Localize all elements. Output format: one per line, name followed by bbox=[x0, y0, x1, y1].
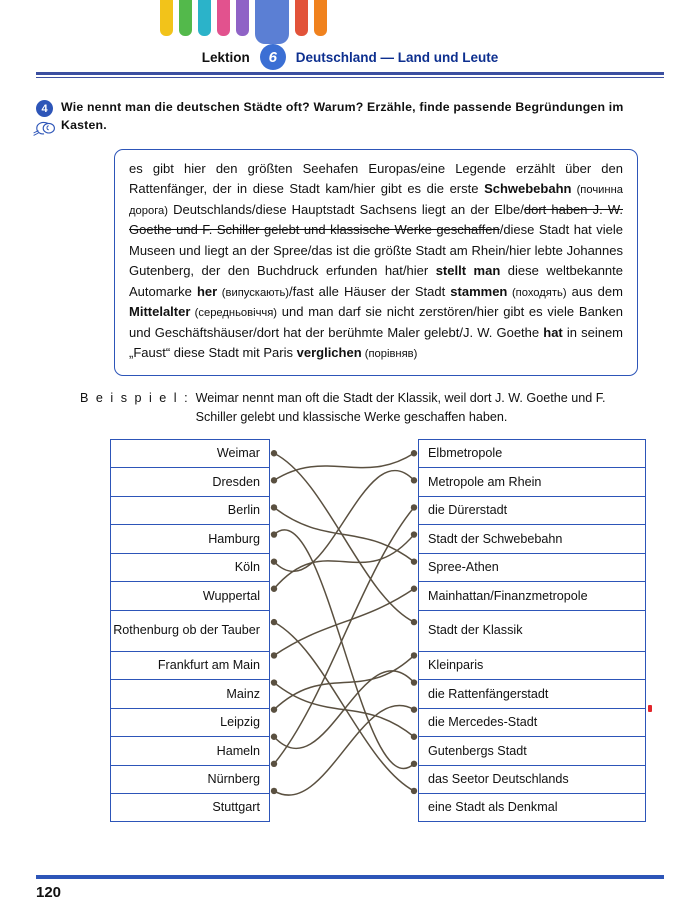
connector-dot bbox=[411, 760, 417, 766]
nickname-cell[interactable] bbox=[418, 651, 646, 680]
header-rule-thick bbox=[36, 72, 664, 75]
match-line[interactable] bbox=[274, 529, 414, 768]
clue-segment: her bbox=[196, 283, 218, 299]
tab-yellow[interactable] bbox=[160, 0, 173, 36]
nickname-label: Stadt der Klassik bbox=[428, 622, 523, 637]
task-number-badge: 4 bbox=[36, 100, 53, 117]
task-instruction: Wie nennt man die deutschen Städte oft? Warum? Erzähle, finde passende Begründungen im Kasten. bbox=[61, 100, 624, 133]
connector-dot bbox=[271, 618, 277, 624]
city-cell[interactable] bbox=[110, 708, 270, 737]
city-cell[interactable] bbox=[110, 524, 270, 553]
clue-segment: stellt man bbox=[435, 263, 501, 279]
match-line[interactable] bbox=[274, 507, 414, 763]
match-line[interactable] bbox=[274, 670, 414, 748]
clue-segment: (починна дорога) bbox=[129, 184, 623, 217]
nickname-cell[interactable] bbox=[418, 708, 646, 737]
nickname-cell[interactable] bbox=[418, 679, 646, 708]
connector-dot bbox=[271, 504, 277, 510]
footer-rule bbox=[36, 875, 664, 879]
red-mark bbox=[648, 705, 652, 712]
clue-segment: /diese Stadt hat viele Museen und liegt an der Spree/das ist die größte Stadt am Rhein/hier lebte Johannes Gutenberg, der den Buchdruck erfunden hat/hier bbox=[129, 222, 623, 279]
nickname-cell[interactable] bbox=[418, 610, 646, 651]
connector-dot bbox=[411, 585, 417, 591]
connector-dot bbox=[271, 706, 277, 712]
city-label: Mainz bbox=[226, 686, 260, 701]
city-label: Nürnberg bbox=[207, 772, 260, 787]
connector-dot bbox=[271, 477, 277, 483]
tab-green[interactable] bbox=[179, 0, 192, 36]
nickname-label: eine Stadt als Denkmal bbox=[428, 800, 558, 815]
city-label: Leipzig bbox=[220, 715, 260, 730]
clue-segment: (порівняв) bbox=[361, 348, 418, 361]
nickname-column bbox=[418, 439, 646, 822]
example-text: Weimar nennt man oft die Stadt der Klassik, weil dort J. W. Goethe und F. Schiller gelebt und klassische Werke geschaffen haben. bbox=[195, 390, 606, 424]
nickname-label: Elbmetropole bbox=[428, 446, 503, 461]
connector-dot bbox=[411, 450, 417, 456]
city-cell[interactable] bbox=[110, 651, 270, 680]
ear-listen-icon bbox=[32, 120, 56, 138]
connector-dot bbox=[411, 787, 417, 793]
nickname-cell[interactable] bbox=[418, 467, 646, 496]
match-line[interactable] bbox=[274, 534, 414, 588]
task-block bbox=[36, 98, 664, 135]
matching-exercise bbox=[110, 439, 644, 824]
connector-dot bbox=[271, 585, 277, 591]
nickname-cell[interactable] bbox=[418, 524, 646, 553]
nickname-cell[interactable] bbox=[418, 765, 646, 794]
tab-violet[interactable] bbox=[236, 0, 249, 36]
clue-segment: verglichen bbox=[296, 345, 362, 361]
city-label: Berlin bbox=[227, 503, 260, 518]
city-cell[interactable] bbox=[110, 736, 270, 765]
city-cell[interactable] bbox=[110, 553, 270, 582]
city-label: Hameln bbox=[216, 743, 260, 758]
nickname-cell[interactable] bbox=[418, 496, 646, 525]
nickname-label: die Mercedes-Stadt bbox=[428, 715, 538, 730]
nickname-cell[interactable] bbox=[418, 553, 646, 582]
connector-dot bbox=[411, 558, 417, 564]
clues-text bbox=[129, 161, 623, 360]
page-title: Deutschland — Land und Leute bbox=[295, 49, 499, 65]
nickname-label: Kleinparis bbox=[428, 658, 484, 673]
city-cell[interactable] bbox=[110, 467, 270, 496]
nickname-label: Mainhattan/Finanzmetropole bbox=[428, 588, 588, 603]
clue-segment: diese weltbekannte Automarke bbox=[129, 263, 624, 299]
connector-dot bbox=[411, 679, 417, 685]
match-line[interactable] bbox=[274, 622, 414, 791]
page-footer bbox=[36, 875, 664, 901]
header-row bbox=[0, 44, 700, 70]
connector-dot bbox=[271, 558, 277, 564]
city-cell[interactable] bbox=[110, 581, 270, 610]
clue-segment: stammen bbox=[450, 283, 508, 299]
city-label: Wuppertal bbox=[202, 588, 260, 603]
clue-segment: /fast alle Häuser der Stadt bbox=[289, 283, 451, 299]
city-cell[interactable] bbox=[110, 439, 270, 468]
connector-dot bbox=[411, 618, 417, 624]
match-line[interactable] bbox=[274, 453, 414, 480]
clue-segment: hat bbox=[543, 324, 563, 340]
header-rule-thin bbox=[36, 77, 664, 78]
match-line[interactable] bbox=[274, 655, 414, 709]
connector-dot bbox=[271, 733, 277, 739]
nickname-label: Gutenbergs Stadt bbox=[428, 743, 527, 758]
nickname-label: die Dürerstadt bbox=[428, 503, 508, 518]
connector-dot bbox=[271, 760, 277, 766]
city-cell[interactable] bbox=[110, 496, 270, 525]
clue-segment: Mittelalter bbox=[129, 304, 191, 320]
nickname-cell[interactable] bbox=[418, 439, 646, 468]
nickname-label: Stadt der Schwebebahn bbox=[428, 531, 563, 546]
connector-dot bbox=[271, 450, 277, 456]
match-line[interactable] bbox=[274, 682, 414, 736]
city-label: Weimar bbox=[216, 446, 260, 461]
clue-segment: (походять) bbox=[507, 286, 567, 299]
nickname-cell[interactable] bbox=[418, 581, 646, 610]
connector-dot bbox=[411, 652, 417, 658]
connector-dot bbox=[411, 531, 417, 537]
connector-dot bbox=[271, 531, 277, 537]
clue-segment: (випускають) bbox=[217, 286, 289, 299]
nickname-label: das Seetor Deutschlands bbox=[428, 772, 569, 787]
page-header bbox=[0, 0, 700, 80]
tab-red[interactable] bbox=[295, 0, 308, 36]
connector-dot bbox=[411, 477, 417, 483]
connector-dot bbox=[271, 652, 277, 658]
clue-segment: Deutschlands/diese Hauptstadt Sachsens liegt an der Elbe/ bbox=[167, 201, 524, 217]
nickname-label: die Rattenfängerstadt bbox=[428, 686, 549, 701]
nickname-cell[interactable] bbox=[418, 736, 646, 765]
clue-segment: es gibt hier den größten Seehafen Europas/eine Legende erzählt über den Rattenfänger, der in diese Stadt kam/hier gibt es die erste bbox=[129, 160, 623, 197]
city-cell[interactable] bbox=[110, 679, 270, 708]
city-label: Rothenburg ob der Tauber bbox=[113, 622, 260, 637]
example-block bbox=[80, 389, 638, 427]
match-line[interactable] bbox=[274, 588, 414, 655]
page-number: 120 bbox=[36, 884, 62, 901]
clue-segment: (середньовіччя) bbox=[190, 307, 278, 320]
connector-dot bbox=[411, 733, 417, 739]
match-line[interactable] bbox=[274, 507, 414, 561]
connector-dot bbox=[411, 706, 417, 712]
tab-cyan[interactable] bbox=[198, 0, 211, 36]
city-cell[interactable] bbox=[110, 765, 270, 794]
tab-orange[interactable] bbox=[314, 0, 327, 36]
connector-dot bbox=[271, 679, 277, 685]
city-label: Köln bbox=[234, 560, 260, 575]
nickname-cell[interactable] bbox=[418, 793, 646, 822]
city-label: Hamburg bbox=[208, 531, 260, 546]
city-label: Frankfurt am Main bbox=[157, 658, 260, 673]
clue-segment: und man darf sie nicht zerstören/hier gibt es viele Banken und Geschäftshäuser/dort hat der berühmte Maler gelebt/J. W. Goethe bbox=[129, 304, 623, 340]
city-cell[interactable] bbox=[110, 610, 270, 651]
lektion-number-badge: 6 bbox=[260, 44, 286, 70]
city-label: Stuttgart bbox=[212, 800, 260, 815]
match-line[interactable] bbox=[274, 470, 414, 571]
nickname-label: Metropole am Rhein bbox=[428, 474, 542, 489]
match-line[interactable] bbox=[274, 453, 414, 622]
clue-segment: Schwebebahn bbox=[484, 181, 572, 197]
city-label: Dresden bbox=[212, 474, 260, 489]
city-column bbox=[110, 439, 270, 822]
clue-segment: aus dem bbox=[566, 283, 623, 299]
lektion-label: Lektion bbox=[201, 49, 250, 65]
clue-segment: dort haben J. W. Goethe und F. Schiller gelebt und klassische Werke geschaffen bbox=[129, 201, 623, 238]
clue-segment: in seinem „Faust“ diese Stadt mit Paris bbox=[129, 324, 624, 361]
match-line[interactable] bbox=[274, 705, 414, 795]
example-label: B e i s p i e l : bbox=[80, 390, 190, 405]
tab-pink[interactable] bbox=[217, 0, 230, 36]
lesson-tabs bbox=[160, 0, 327, 44]
tab-blue-active[interactable] bbox=[255, 0, 289, 44]
connector-dot bbox=[411, 504, 417, 510]
clues-box bbox=[114, 149, 638, 376]
city-cell[interactable] bbox=[110, 793, 270, 822]
nickname-label: Spree-Athen bbox=[428, 560, 499, 575]
connector-dot bbox=[271, 787, 277, 793]
